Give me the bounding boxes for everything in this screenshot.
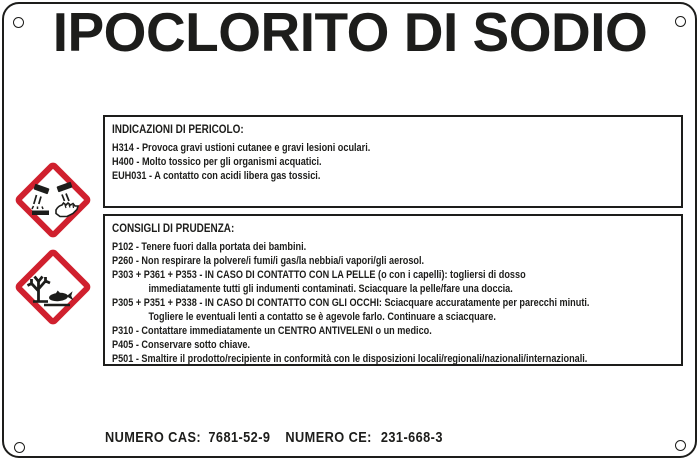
hazard-statements-box [103, 115, 683, 208]
hazard-box-header: INDICAZIONI DI PERICOLO: [112, 122, 244, 136]
statement-line: Togliere le eventuali lenti a contatto se è agevole farlo. Continuare a sciacquare. [148, 311, 496, 323]
precautionary-statements-list [112, 240, 590, 366]
statement-line: P102 - Tenere fuori dalla portata dei bambini. [112, 241, 307, 253]
statement-line: H314 - Provoca gravi ustioni cutanee e gravi lesioni oculari. [112, 142, 371, 154]
statement-line: P310 - Contattare immediatamente un CENTRO ANTIVELENI o un medico. [112, 325, 432, 337]
statement-line: H400 - Molto tossico per gli organismi acquatici. [112, 156, 322, 168]
hazard-statements-list [112, 141, 584, 183]
statement-line: EUH031 - A contatto con acidi libera gas tossici. [112, 170, 321, 182]
statement-line: P501 - Smaltire il prodotto/recipiente in conformità con le disposizioni locali/regionali/nazionali/internazionali. [112, 353, 588, 365]
statement-line: immediatamente tutti gli indumenti contaminati. Sciacquare la pelle/fare una doccia. [148, 283, 513, 295]
precautionary-statements-box [103, 214, 683, 366]
statement-line: P303 + P361 + P353 - IN CASO DI CONTATTO CON LA PELLE (o con i capelli): togliersi di dosso [112, 269, 526, 281]
mounting-hole-bottom-right [675, 440, 686, 451]
sign-title: IPOCLORITO DI SODIO [52, 1, 648, 63]
cas-number-label: NUMERO CAS: [105, 429, 202, 446]
mounting-hole-bottom-left [14, 442, 25, 453]
ce-number-label: NUMERO CE: [285, 429, 372, 446]
registry-numbers [105, 429, 443, 446]
ce-number-value: 231-668-3 [380, 429, 443, 446]
ghs05-corrosive-pictogram-icon [15, 162, 91, 238]
statement-line: P405 - Conservare sotto chiave. [112, 339, 251, 351]
statement-line: P260 - Non respirare la polvere/i fumi/i gas/la nebbia/i vapori/gli aerosol. [112, 255, 425, 267]
ghs09-environment-pictogram-icon [15, 249, 91, 325]
statement-line: P305 + P351 + P338 - IN CASO DI CONTATTO CON GLI OCCHI: Sciacquare accuratamente per parecchi minuti. [112, 297, 590, 309]
cas-number-value: 7681-52-9 [208, 429, 271, 446]
precaution-box-header: CONSIGLI DI PRUDENZA: [112, 221, 235, 235]
